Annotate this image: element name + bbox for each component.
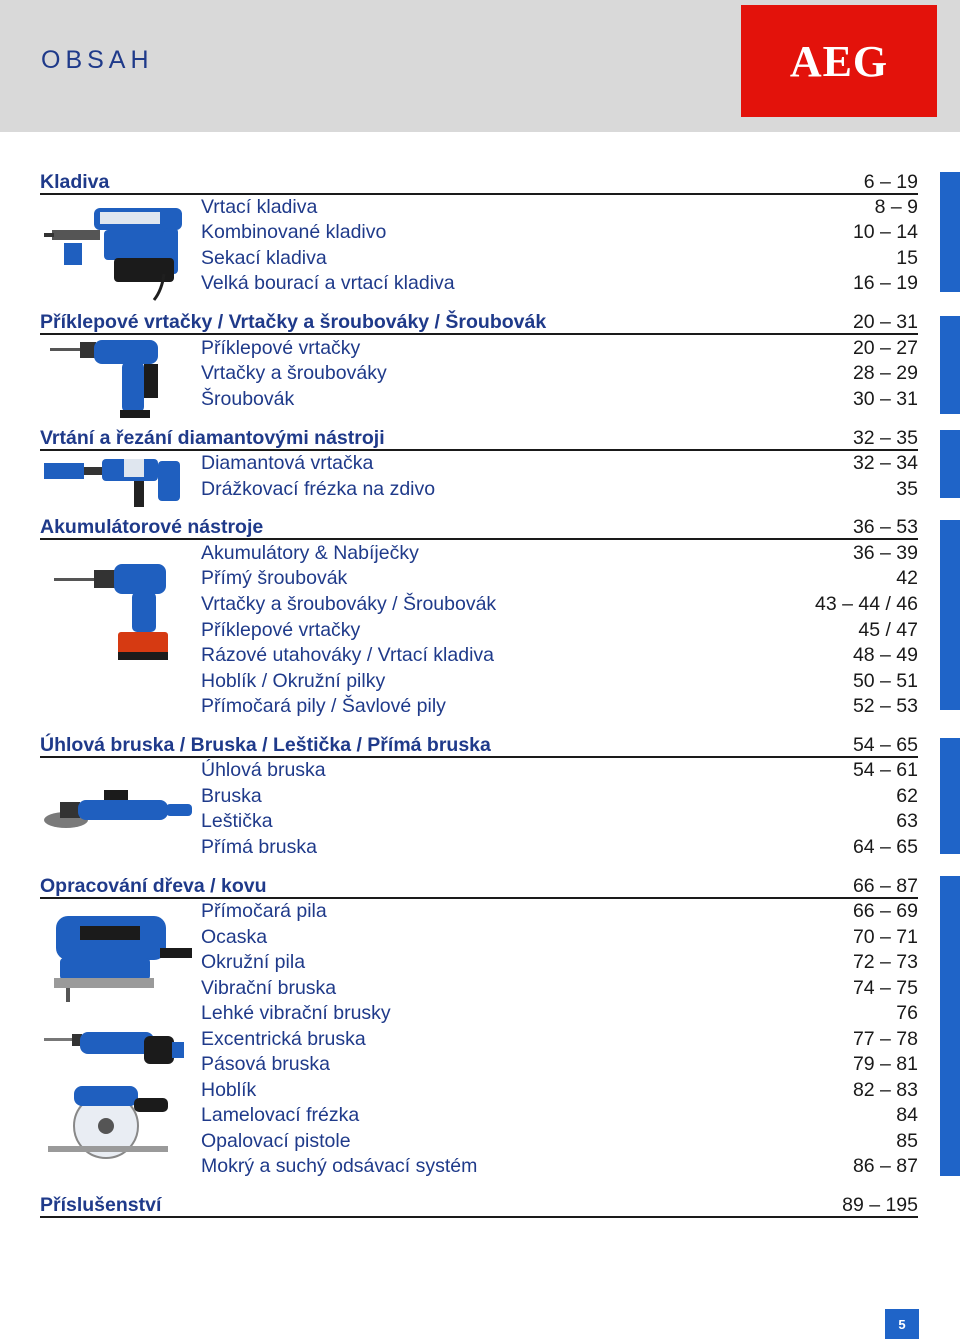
item-pages: 16 – 19: [852, 272, 918, 294]
item-label: Hoblík: [201, 1079, 257, 1101]
rotary-hammer-icon: [44, 198, 184, 302]
toc-item[interactable]: [40, 362, 918, 386]
item-pages: 43 – 44 / 46: [814, 593, 918, 615]
item-pages: 70 – 71: [852, 926, 918, 948]
item-pages: 52 – 53: [852, 695, 918, 717]
item-pages: 76: [896, 1002, 918, 1024]
item-label: Přímý šroubovák: [201, 567, 348, 589]
page-number: 5: [885, 1309, 919, 1339]
side-tab: [940, 316, 960, 414]
side-tab: [940, 738, 960, 854]
page-title: OBSAH: [41, 46, 154, 74]
item-pages: 54 – 61: [852, 759, 918, 781]
jigsaw-icon: [50, 908, 192, 1004]
diamond-drill-icon: [44, 453, 186, 509]
section-pages: 54 – 65: [852, 734, 918, 756]
toc-item[interactable]: [40, 1002, 918, 1026]
item-pages: 64 – 65: [852, 836, 918, 858]
circular-saw-icon: [44, 1080, 176, 1162]
page-header: [0, 0, 960, 132]
reciprocating-saw-icon: [44, 1024, 186, 1072]
item-pages: 45 / 47: [858, 619, 918, 641]
toc-section-akumulatorove[interactable]: [40, 516, 918, 540]
side-tab: [940, 172, 960, 292]
side-tab: [940, 430, 960, 498]
item-label: Mokrý a suchý odsávací systém: [201, 1155, 478, 1177]
item-pages: 28 – 29: [852, 362, 918, 384]
toc-item[interactable]: [40, 388, 918, 412]
toc-item[interactable]: [40, 670, 918, 694]
item-label: Přímočará pila: [201, 900, 327, 922]
item-label: Vrtačky a šroubováky: [201, 362, 387, 384]
item-label: Úhlová bruska: [201, 759, 326, 781]
item-pages: 62: [896, 785, 918, 807]
section-pages: 66 – 87: [852, 875, 918, 897]
item-label: Excentrická bruska: [201, 1028, 366, 1050]
toc-section-uhlova-bruska[interactable]: [40, 734, 918, 758]
section-title: Opracování dřeva / kovu: [40, 875, 267, 897]
item-pages: 82 – 83: [852, 1079, 918, 1101]
item-pages: 79 – 81: [852, 1053, 918, 1075]
item-pages: 42: [896, 567, 918, 589]
section-pages: 36 – 53: [852, 516, 918, 538]
toc-section-kladiva[interactable]: [40, 171, 918, 195]
side-tab: [940, 520, 960, 710]
toc-section-diamant[interactable]: [40, 427, 918, 451]
toc-item[interactable]: [40, 759, 918, 783]
item-pages: 66 – 69: [852, 900, 918, 922]
item-label: Okružní pila: [201, 951, 306, 973]
item-label: Opalovací pistole: [201, 1130, 351, 1152]
item-label: Ocaska: [201, 926, 268, 948]
item-label: Příklepové vrtačky: [201, 619, 361, 641]
section-title: Kladiva: [40, 171, 110, 193]
section-title: Vrtání a řezání diamantovými nástroji: [40, 427, 385, 449]
item-pages: 10 – 14: [852, 221, 918, 243]
item-pages: 85: [896, 1130, 918, 1152]
item-pages: 86 – 87: [852, 1155, 918, 1177]
item-pages: 74 – 75: [852, 977, 918, 999]
item-label: Hoblík / Okružní pilky: [201, 670, 386, 692]
section-title: Příklepové vrtačky / Vrtačky a šroubováky / Šroubovák: [40, 311, 547, 333]
item-pages: 15: [896, 247, 918, 269]
item-label: Diamantová vrtačka: [201, 452, 374, 474]
toc-section-priklepove-vrtacky[interactable]: [40, 311, 918, 335]
toc-section-prislusenstvi[interactable]: [40, 1194, 918, 1218]
section-pages: 89 – 195: [842, 1194, 918, 1216]
item-pages: 63: [896, 810, 918, 832]
item-pages: 48 – 49: [852, 644, 918, 666]
item-label: Sekací kladiva: [201, 247, 327, 269]
item-pages: 30 – 31: [852, 388, 918, 410]
item-label: Vrtací kladiva: [201, 196, 318, 218]
aeg-logo: AEG: [741, 5, 937, 117]
item-label: Vrtačky a šroubováky / Šroubovák: [201, 593, 497, 615]
section-title: Příslušenství: [40, 1194, 162, 1216]
item-pages: 84: [896, 1104, 918, 1126]
item-label: Příklepové vrtačky: [201, 337, 361, 359]
item-pages: 36 – 39: [852, 542, 918, 564]
item-label: Bruska: [201, 785, 262, 807]
item-label: Šroubovák: [201, 388, 295, 410]
item-label: Leštička: [201, 810, 273, 832]
item-label: Rázové utahováky / Vrtací kladiva: [201, 644, 495, 666]
item-pages: 77 – 78: [852, 1028, 918, 1050]
item-pages: 32 – 34: [852, 452, 918, 474]
angle-grinder-icon: [44, 782, 194, 838]
toc-item[interactable]: [40, 695, 918, 719]
section-pages: 20 – 31: [852, 311, 918, 333]
item-label: Pásová bruska: [201, 1053, 330, 1075]
item-pages: 35: [896, 478, 918, 500]
toc-section-opracovani[interactable]: [40, 875, 918, 899]
section-title: Akumulátorové nástroje: [40, 516, 264, 538]
item-label: Kombinované kladivo: [201, 221, 387, 243]
section-title: Úhlová bruska / Bruska / Leštička / Přímá bruska: [40, 734, 491, 756]
section-pages: 32 – 35: [852, 427, 918, 449]
impact-drill-icon: [50, 338, 170, 422]
side-tab: [940, 876, 960, 1176]
item-pages: 20 – 27: [852, 337, 918, 359]
item-label: Akumulátory & Nabíječky: [201, 542, 419, 564]
item-label: Přímočará pily / Šavlové pily: [201, 695, 446, 717]
item-pages: 8 – 9: [874, 196, 918, 218]
toc-item[interactable]: [40, 337, 918, 361]
item-label: Přímá bruska: [201, 836, 317, 858]
item-pages: 50 – 51: [852, 670, 918, 692]
item-label: Lehké vibrační brusky: [201, 1002, 391, 1024]
item-label: Velká bourací a vrtací kladiva: [201, 272, 455, 294]
item-label: Vibrační bruska: [201, 977, 337, 999]
item-label: Lamelovací frézka: [201, 1104, 360, 1126]
toc-item[interactable]: [40, 836, 918, 860]
item-label: Drážkovací frézka na zdivo: [201, 478, 436, 500]
section-pages: 6 – 19: [863, 171, 918, 193]
item-pages: 72 – 73: [852, 951, 918, 973]
cordless-drill-icon: [54, 556, 176, 668]
